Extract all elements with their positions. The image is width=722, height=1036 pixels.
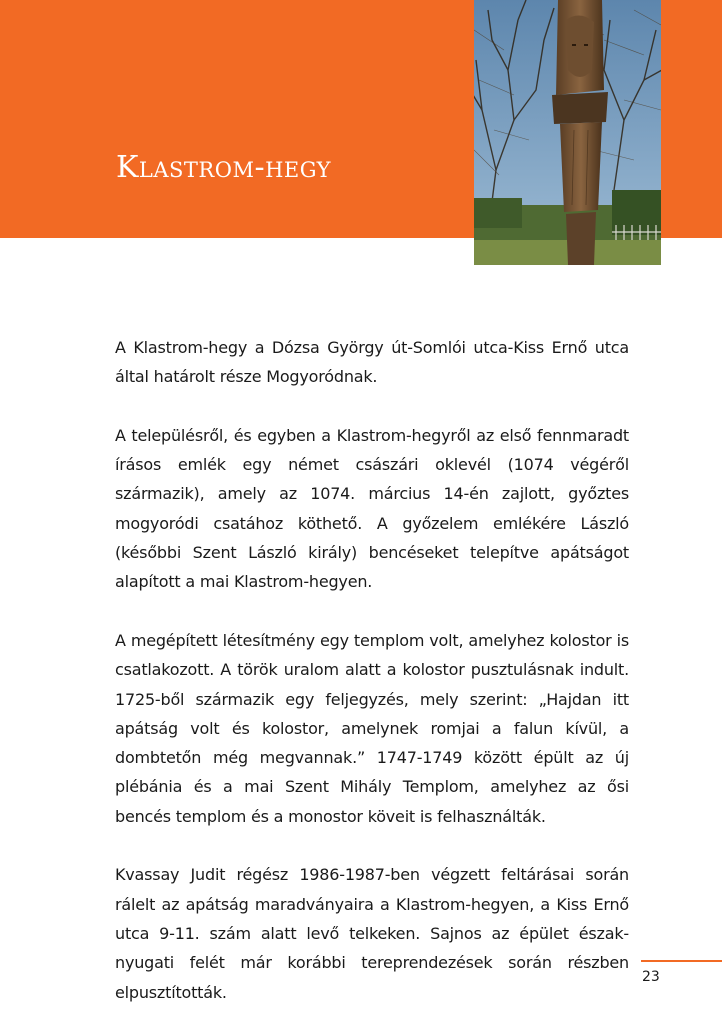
footer-rule (641, 960, 722, 962)
page-number: 23 (642, 969, 660, 985)
paragraph: Kvassay Judit régész 1986-1987-ben végzett feltárásai során rálelt az apátság maradványaira a Klastrom-hegyen, a Kiss Ernő utca 9-11. szám alatt levő telkeken. Sajnos az épület észak-nyugati felét már korábbi tereprendezések során részben elpusztították. (115, 865, 629, 1002)
wooden-statue-photo (474, 0, 661, 265)
article-body (115, 333, 629, 1036)
page-title: Klastrom-hegy (116, 150, 331, 185)
paragraph: A megépített létesítmény egy templom volt, amelyhez kolostor is csatlakozott. A török uralom alatt a kolostor pusztulásnak indult. 1725-ből származik egy feljegyzés, mely szerint: „Hajdan itt apátság volt és kolostor, amelynek romjai a falun kívül, a dombtetőn még megvannak.” 1747-1749 között épült az új plébánia és a mai Szent Mihály Templom, amelyhez az ősi bencés templom és a monostor köveit is felhasználták. (115, 630, 629, 826)
paragraph: A településről, és egyben a Klastrom-hegyről az első fennmaradt írásos emlék egy német császári oklevél (1074 végéről származik), amely az 1074. március 14-én zajlott, győztes mogyoródi csatához köthető. A győzelem emlékére László (későbbi Szent László király) bencéseket telepítve apátságot alapított a mai Klastrom-hegyen. (115, 425, 629, 592)
paragraph: A Klastrom-hegy a Dózsa György út-Somlói utca-Kiss Ernő utca által határolt része Mogyoródnak. (115, 338, 629, 387)
